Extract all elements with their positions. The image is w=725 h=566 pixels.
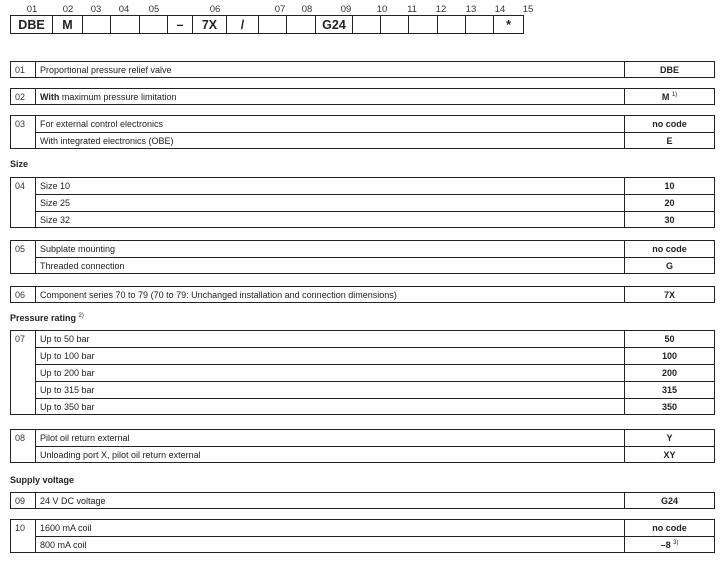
block-05	[10, 240, 715, 274]
row-code: 30	[624, 211, 715, 228]
row-code: 200	[624, 364, 715, 381]
block-04	[10, 177, 715, 228]
pos-10: 10	[376, 4, 388, 15]
code-cell-06: 7X	[192, 15, 227, 34]
row-code: 350	[624, 398, 715, 415]
row-number	[10, 257, 36, 274]
row-description: Up to 100 bar	[36, 347, 624, 364]
row-code: XY	[624, 446, 715, 463]
row-description: 24 V DC voltage	[36, 492, 624, 509]
block-01	[10, 61, 715, 78]
code-cell-15: *	[493, 15, 524, 34]
row-code: no code	[624, 115, 715, 132]
pos-11: 11	[407, 4, 417, 15]
row-description: Size 32	[36, 211, 624, 228]
table-row	[10, 492, 715, 509]
code-value: –8	[660, 540, 671, 550]
block-08	[10, 429, 715, 463]
row-code: 7X	[624, 286, 715, 303]
code-cell-03	[82, 15, 111, 34]
row-description: Up to 350 bar	[36, 398, 624, 415]
row-description: Subplate mounting	[36, 240, 624, 257]
code-cell-02: M	[52, 15, 83, 34]
row-number: 08	[10, 429, 36, 446]
table-row	[10, 115, 715, 132]
row-number: 09	[10, 492, 36, 509]
table-row	[10, 286, 715, 303]
code-cell-09: G24	[315, 15, 353, 34]
row-description: For external control electronics	[36, 115, 624, 132]
row-number	[10, 364, 36, 381]
code-cell-01: DBE	[10, 15, 53, 34]
row-description: Up to 50 bar	[36, 330, 624, 347]
row-description: 800 mA coil	[36, 536, 624, 553]
code-cell-05	[139, 15, 168, 34]
row-code	[624, 88, 715, 105]
row-code: G24	[624, 492, 715, 509]
section-title-supply: Supply voltage	[10, 475, 75, 485]
block-06	[10, 286, 715, 303]
section-title-size: Size	[10, 159, 29, 169]
row-number	[10, 536, 36, 553]
code-cell-07	[258, 15, 287, 34]
pos-15: 15	[522, 4, 534, 15]
row-number: 10	[10, 519, 36, 536]
ordering-code-row	[10, 15, 524, 34]
footnote-ref: 1)	[671, 92, 678, 98]
table-row	[10, 88, 715, 105]
block-10	[10, 519, 715, 553]
row-description: Size 10	[36, 177, 624, 194]
desc-rest: maximum pressure limitation	[59, 92, 177, 102]
row-number	[10, 347, 36, 364]
row-number: 04	[10, 177, 36, 194]
row-description: Threaded connection	[36, 257, 624, 274]
pos-13: 13	[465, 4, 477, 15]
code-cell-11	[380, 15, 409, 34]
section-title-text: Pressure rating	[10, 313, 77, 323]
table-row	[10, 211, 715, 228]
pos-09: 09	[340, 4, 352, 15]
code-cell-10	[352, 15, 381, 34]
pos-14: 14	[494, 4, 506, 15]
row-number: 05	[10, 240, 36, 257]
row-number: 02	[10, 88, 36, 105]
row-code: E	[624, 132, 715, 149]
row-number	[10, 381, 36, 398]
table-row	[10, 330, 715, 347]
row-code: DBE	[624, 61, 715, 78]
row-description: Size 25	[36, 194, 624, 211]
block-07	[10, 330, 715, 415]
row-number: 07	[10, 330, 36, 347]
row-code: G	[624, 257, 715, 274]
pos-07: 07	[274, 4, 286, 15]
section-title-pressure	[10, 313, 84, 323]
row-description: With integrated electronics (OBE)	[36, 132, 624, 149]
table-row	[10, 194, 715, 211]
code-cell-13	[437, 15, 466, 34]
row-description: Pilot oil return external	[36, 429, 624, 446]
table-row	[10, 240, 715, 257]
code-cell-14	[465, 15, 494, 34]
code-cell-04	[110, 15, 140, 34]
row-number	[10, 194, 36, 211]
row-description: Up to 200 bar	[36, 364, 624, 381]
row-code: 315	[624, 381, 715, 398]
row-code: 100	[624, 347, 715, 364]
code-value: M	[661, 92, 670, 102]
row-code: no code	[624, 240, 715, 257]
pos-08: 08	[301, 4, 313, 15]
table-row	[10, 398, 715, 415]
row-code: 20	[624, 194, 715, 211]
row-description: 1600 mA coil	[36, 519, 624, 536]
pos-12: 12	[435, 4, 447, 15]
pos-03: 03	[90, 4, 102, 15]
table-row	[10, 364, 715, 381]
row-number	[10, 398, 36, 415]
row-description: Proportional pressure relief valve	[36, 61, 624, 78]
row-number	[10, 211, 36, 228]
table-row	[10, 519, 715, 536]
footnote-ref: 3)	[673, 540, 679, 546]
pos-04: 04	[118, 4, 130, 15]
row-number	[10, 132, 36, 149]
code-cell-12	[408, 15, 438, 34]
table-row	[10, 381, 715, 398]
table-row	[10, 132, 715, 149]
table-row	[10, 257, 715, 274]
block-03	[10, 115, 715, 149]
code-cell-08	[286, 15, 316, 34]
row-description	[36, 88, 624, 105]
block-02	[10, 88, 715, 105]
row-code	[624, 536, 715, 553]
desc-bold: With	[40, 92, 60, 102]
row-code: no code	[624, 519, 715, 536]
pos-05: 05	[148, 4, 160, 15]
footnote-ref: 2)	[78, 313, 84, 319]
table-row	[10, 429, 715, 446]
row-description: Component series 70 to 79 (70 to 79: Unchanged installation and connection dimensions)	[36, 286, 624, 303]
table-row	[10, 177, 715, 194]
row-description: Up to 315 bar	[36, 381, 624, 398]
row-number	[10, 446, 36, 463]
block-09	[10, 492, 715, 509]
row-number: 03	[10, 115, 36, 132]
row-description: Unloading port X, pilot oil return external	[36, 446, 624, 463]
row-number: 06	[10, 286, 36, 303]
row-code: 50	[624, 330, 715, 347]
pos-01: 01	[26, 4, 38, 15]
row-number: 01	[10, 61, 36, 78]
row-code: Y	[624, 429, 715, 446]
row-code: 10	[624, 177, 715, 194]
table-row	[10, 446, 715, 463]
table-row	[10, 347, 715, 364]
table-row	[10, 61, 715, 78]
pos-06: 06	[209, 4, 221, 15]
code-cell-slash: /	[226, 15, 259, 34]
code-cell-dash: –	[167, 15, 193, 34]
pos-02: 02	[62, 4, 74, 15]
table-row	[10, 536, 715, 553]
